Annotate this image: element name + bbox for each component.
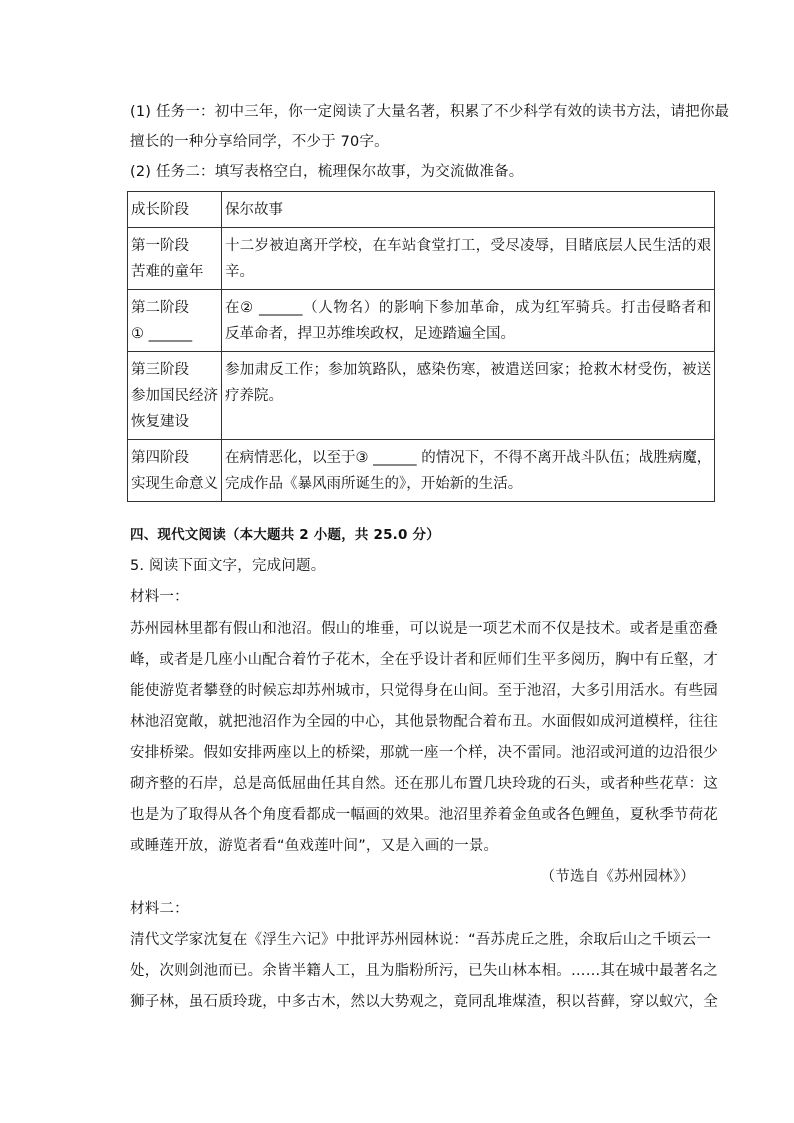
story-line: 疗养院。 <box>225 388 283 404</box>
story-line: 在病情恶化，以至于③ ______ 的情况下，不得不离开战斗队伍；战胜病魔， <box>225 450 712 466</box>
material-1-line: 安排桥梁。假如安排两座以上的桥梁，那就一座一个样，决不雷同。池沼或河道的边沿很少 <box>130 745 718 761</box>
story-cell <box>222 290 715 352</box>
stage-line: 第二阶段 <box>131 300 189 316</box>
header-stage: 成长阶段 <box>128 192 222 228</box>
stage-line: 参加国民经济 <box>131 388 218 404</box>
story-cell <box>222 228 715 290</box>
material-2-line: 清代文学家沈复在《浮生六记》中批评苏州园林说：“吾苏虎丘之胜，余取后山之千顷云一 <box>130 932 712 948</box>
material-1-line: 或睡莲开放，游览者看“鱼戏莲叶间”，又是入画的一景。 <box>130 838 499 854</box>
section-heading: 四、现代文阅读（本大题共 2 小题，共 25.0 分） <box>130 527 440 543</box>
stage-line: 苦难的童年 <box>131 264 204 280</box>
stage-cell <box>128 440 222 502</box>
material-2-line: 处，次则剑池而已。余皆半籍人工，且为脂粉所污，已失山林本相。……其在城中最著名之 <box>130 963 718 979</box>
material-1-line: 峰，或者是几座小山配合着竹子花木，全在乎设计者和匠师们生平多阅历，胸中有丘壑，才 <box>130 652 718 668</box>
story-line: 参加肃反工作；参加筑路队，感染伤寒，被遣送回家；抢救木材受伤，被送 <box>225 362 712 378</box>
story-table <box>127 191 715 502</box>
table-row <box>128 440 715 502</box>
table-row <box>128 352 715 440</box>
table-row <box>128 290 715 352</box>
stage-line: 第三阶段 <box>131 362 189 378</box>
header-story: 保尔故事 <box>222 192 715 228</box>
stage-blank: ① ______ <box>131 326 193 342</box>
table-row <box>128 228 715 290</box>
story-line: 辛。 <box>225 264 254 280</box>
material-2-title: 材料二： <box>130 901 189 917</box>
question-5: 5. 阅读下面文字，完成问题。 <box>130 558 326 574</box>
task1-line2: 擅长的一种分享给同学，不少于 70字。 <box>130 134 389 150</box>
material-1-line: 能使游览者攀登的时候忘却苏州城市，只觉得身在山间。至于池沼，大多引用活水。有些园 <box>130 683 718 699</box>
stage-line: 实现生命意义 <box>131 476 218 492</box>
stage-line: 恢复建设 <box>131 414 189 430</box>
story-line: 在② ______（人物名）的影响下参加革命，成为红军骑兵。打击侵略者和 <box>225 300 712 316</box>
story-cell <box>222 440 715 502</box>
stage-line: 第一阶段 <box>131 238 189 254</box>
table-header-row <box>128 192 715 228</box>
stage-cell <box>128 228 222 290</box>
task1-line1: (1) 任务一：初中三年，你一定阅读了大量名著，积累了不少科学有效的读书方法，请把你最 <box>130 104 730 120</box>
stage-cell <box>128 352 222 440</box>
material-1-line: 砌齐整的石岸，总是高低屈曲任其自然。还在那儿布置几块玲珑的石头，或者种些花草：这 <box>130 776 718 792</box>
story-line: 完成作品《暴风雨所诞生的》，开始新的生活。 <box>225 476 523 492</box>
stage-line: 第四阶段 <box>131 450 189 466</box>
material-1-line: 林池沼宽敞，就把池沼作为全园的中心，其他景物配合着布丑。水面假如成河道模样，往往 <box>130 714 718 730</box>
task2-prompt: (2) 任务二：填写表格空白，梳理保尔故事，为交流做准备。 <box>130 164 524 180</box>
material-1-line: 也是为了取得从各个角度看都成一幅画的效果。池沼里养着金鱼或各色鲤鱼，夏秋季节荷花 <box>130 807 718 823</box>
story-cell <box>222 352 715 440</box>
stage-cell <box>128 290 222 352</box>
story-line: 反革命者，捍卫苏维埃政权，足迹踏遍全国。 <box>225 326 515 342</box>
story-line: 十二岁被迫离开学校，在车站食堂打工，受尽凌辱，目睹底层人民生活的艰 <box>225 238 712 254</box>
material-1-source: （节选自《苏州园林》） <box>540 869 695 885</box>
material-1-title: 材料一： <box>130 589 189 605</box>
material-2-line: 狮子林，虽石质玲珑，中多古木，然以大势观之，竟同乱堆煤渣，积以苔藓，穿以蚁穴，全 <box>130 994 718 1010</box>
material-1-line: 苏州园林里都有假山和池沼。假山的堆垂，可以说是一项艺术而不仅是技术。或者是重峦叠 <box>130 621 718 637</box>
